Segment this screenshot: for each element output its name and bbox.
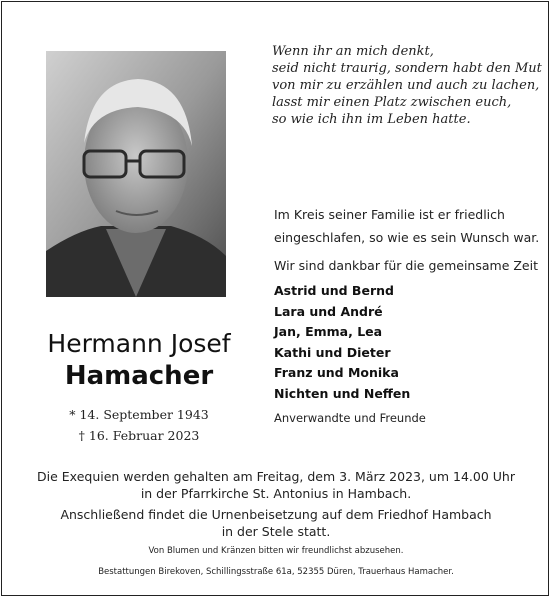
flowers-note: Von Blumen und Kränzen bitten wir freundlichst abzusehen. xyxy=(148,546,404,556)
intro-line: Im Kreis seiner Familie ist er friedlich xyxy=(274,207,505,222)
birth-date: * 14. September 1943 xyxy=(69,407,209,422)
poem-line: lasst mir einen Platz zwischen euch, xyxy=(272,95,512,110)
exequies-line: in der Pfarrkirche St. Antonius in Hambach. xyxy=(140,486,412,501)
mourner-name: Nichten und Neffen xyxy=(274,385,411,401)
poem-line: von mir zu erzählen und auch zu lachen, xyxy=(272,78,540,93)
burial-line: in der Stele statt. xyxy=(221,524,331,539)
poem-line: seid nicht traurig, sondern habt den Mut xyxy=(272,61,542,76)
intro-line: eingeschlafen, so wie es sein Wunsch war. xyxy=(274,230,540,245)
burial-line: Anschließend findet die Urnenbeisetzung auf dem Friedhof Hambach xyxy=(60,507,492,522)
life-dates xyxy=(32,404,246,446)
memorial-poem xyxy=(272,43,542,128)
deceased-last-name: Hamacher xyxy=(64,361,214,391)
thanks-line: Wir sind dankbar für die gemeinsame Zeit xyxy=(274,258,538,273)
obituary-notice xyxy=(1,1,549,596)
mourners-list xyxy=(274,281,410,405)
mourner-name: Lara und André xyxy=(274,303,383,319)
intro-text xyxy=(274,203,539,249)
mourner-name: Jan, Emma, Lea xyxy=(274,324,383,340)
poem-line: so wie ich ihn im Leben hatte. xyxy=(272,112,471,127)
portrait-photo xyxy=(46,51,226,297)
exequies-line: Die Exequien werden gehalten am Freitag, dem 3. März 2023, um 14.00 Uhr xyxy=(37,469,515,484)
death-date: † 16. Februar 2023 xyxy=(78,428,200,443)
mourner-name: Kathi und Dieter xyxy=(274,344,391,360)
deceased-first-names: Hermann Josef xyxy=(47,329,231,358)
relatives-line: Anverwandte und Freunde xyxy=(274,411,426,425)
mourner-name: Astrid und Bernd xyxy=(274,283,394,298)
undertaker-info: Bestattungen Birekoven, Schillingsstraße 61a, 52355 Düren, Trauerhaus Hamacher. xyxy=(98,567,454,577)
portrait-image xyxy=(46,51,226,297)
funeral-details xyxy=(2,468,550,582)
deceased-name xyxy=(32,327,246,393)
mourner-name: Franz und Monika xyxy=(274,365,399,381)
poem-line: Wenn ihr an mich denkt, xyxy=(272,44,434,59)
